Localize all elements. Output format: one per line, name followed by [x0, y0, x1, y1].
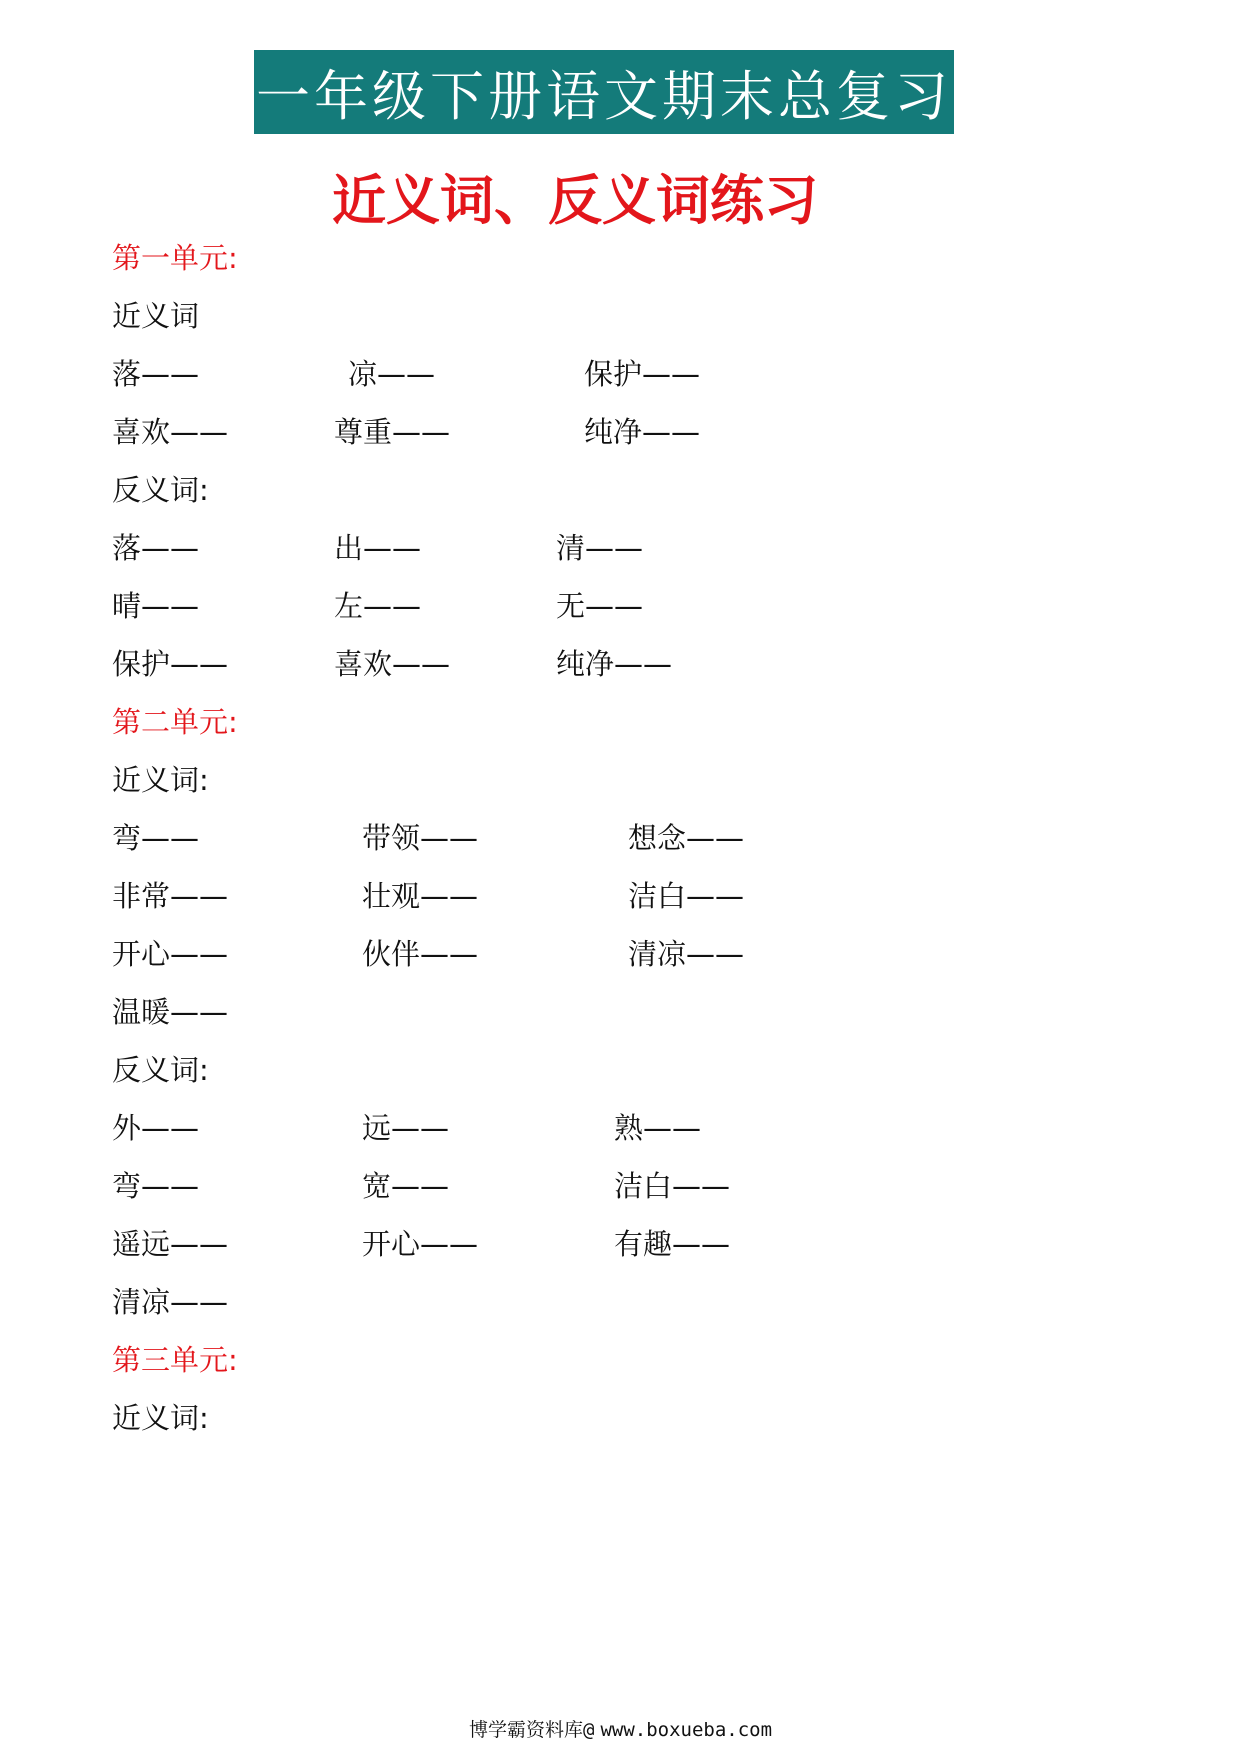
unit-1-antonym-item: 出—— — [334, 531, 422, 565]
unit-2-antonym-item: 宽—— — [362, 1169, 450, 1203]
unit-2-antonyms-label: 反义词: — [112, 1053, 209, 1087]
unit-2-synonym-item: 清凉—— — [628, 937, 745, 971]
page-title: 一年级下册语文期末总复习 — [256, 64, 952, 128]
unit-2-synonym-item: 带领—— — [362, 821, 479, 855]
unit-1-antonym-item: 喜欢—— — [334, 647, 451, 681]
page-subtitle: 近义词、反义词练习 — [332, 169, 818, 232]
unit-2-synonym-item: 非常—— — [112, 879, 229, 913]
unit-2-antonym-item: 熟—— — [614, 1111, 702, 1145]
unit-2-synonym-item: 洁白—— — [628, 879, 745, 913]
footer-separator: @ — [582, 1719, 595, 1741]
unit-2-antonym-item: 洁白—— — [614, 1169, 731, 1203]
unit-1-synonym-item: 保护—— — [584, 357, 701, 391]
unit-2-synonym-item: 伙伴—— — [362, 937, 479, 971]
title-banner — [254, 50, 954, 134]
unit-1-antonym-item: 清—— — [556, 531, 644, 565]
unit-1-antonyms-label: 反义词: — [112, 473, 209, 507]
footer-watermark — [0, 1715, 1241, 1742]
unit-2-antonym-item: 遥远—— — [112, 1227, 229, 1261]
footer-site-name: 博学霸资料库 — [468, 1719, 583, 1741]
unit-1-antonym-item: 无—— — [556, 589, 644, 623]
unit-2-synonym-item: 想念—— — [628, 821, 745, 855]
unit-2-synonym-item: 壮观—— — [362, 879, 479, 913]
unit-2-antonym-item: 开心—— — [362, 1227, 479, 1261]
unit-1-antonym-item: 纯净—— — [556, 647, 673, 681]
unit-3-synonyms-label: 近义词: — [112, 1401, 209, 1435]
unit-3-title: 第三单元: — [112, 1343, 238, 1377]
unit-2-synonym-item: 弯—— — [112, 821, 200, 855]
unit-2-antonym-item: 弯—— — [112, 1169, 200, 1203]
unit-1-synonym-item: 落—— — [112, 357, 200, 391]
unit-2-synonym-item: 温暖—— — [112, 995, 229, 1029]
unit-2-antonym-item: 清凉—— — [112, 1285, 229, 1319]
footer-url: www.boxueba.com — [600, 1719, 773, 1741]
unit-1-synonym-item: 凉—— — [348, 357, 436, 391]
unit-1-synonyms-label: 近义词 — [112, 299, 200, 333]
unit-1-synonym-item: 尊重—— — [334, 415, 451, 449]
unit-2-antonym-item: 外—— — [112, 1111, 200, 1145]
unit-2-synonym-item: 开心—— — [112, 937, 229, 971]
unit-1-antonym-item: 晴—— — [112, 589, 200, 623]
unit-2-antonym-item: 远—— — [362, 1111, 450, 1145]
unit-1-synonym-item: 喜欢—— — [112, 415, 229, 449]
unit-2-title: 第二单元: — [112, 705, 238, 739]
unit-1-antonym-item: 左—— — [334, 589, 422, 623]
unit-1-antonym-item: 落—— — [112, 531, 200, 565]
unit-2-antonym-item: 有趣—— — [614, 1227, 731, 1261]
unit-1-title: 第一单元: — [112, 241, 238, 275]
unit-1-synonym-item: 纯净—— — [584, 415, 701, 449]
unit-1-antonym-item: 保护—— — [112, 647, 229, 681]
unit-2-synonyms-label: 近义词: — [112, 763, 209, 797]
